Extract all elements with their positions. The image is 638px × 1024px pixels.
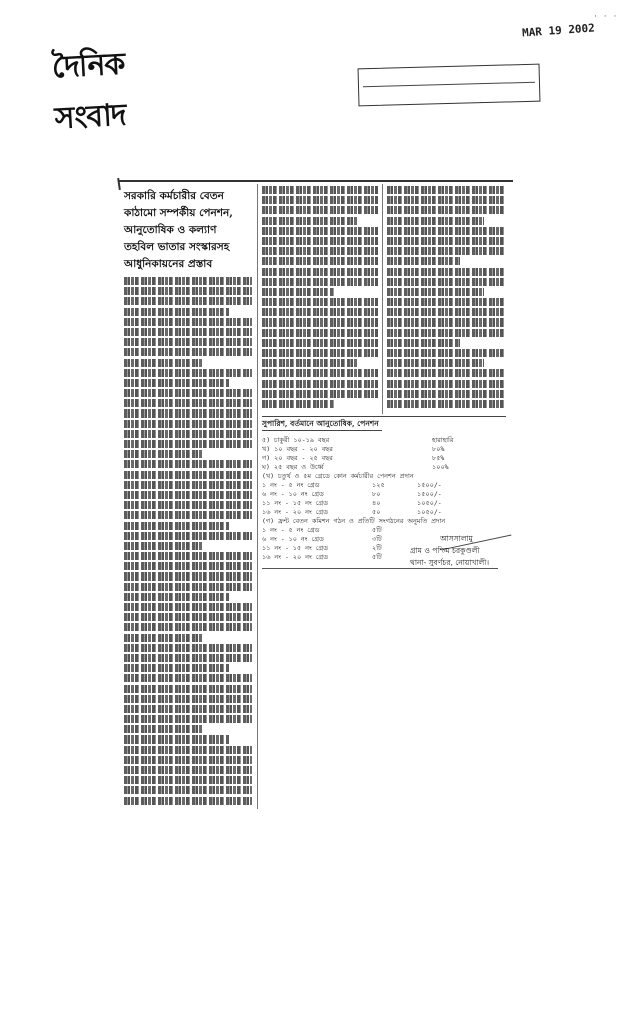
text-line <box>124 756 252 764</box>
column-rule <box>382 184 383 414</box>
text-line <box>124 644 252 652</box>
text-line <box>124 725 203 733</box>
text-line <box>124 766 252 774</box>
text-line <box>124 674 252 682</box>
text-line <box>124 338 252 346</box>
text-line <box>387 298 505 306</box>
text-line <box>387 329 505 337</box>
text-line <box>124 634 203 642</box>
text-line <box>124 735 229 743</box>
column-rule <box>257 184 258 809</box>
benefit-row <box>262 445 502 454</box>
table-cell: ৮০% <box>432 445 445 453</box>
text-line <box>124 532 252 540</box>
table-cell: ১৫০০/- <box>417 490 442 498</box>
table-note <box>262 472 502 481</box>
text-line <box>262 196 378 204</box>
text-line <box>124 705 252 713</box>
text-line <box>124 664 229 672</box>
text-line <box>124 501 252 509</box>
text-line <box>387 247 505 255</box>
table-cell: ঘ) ২৫ বছর ও উর্ধ্বে <box>262 463 324 471</box>
text-line <box>124 359 203 367</box>
text-line <box>387 288 484 296</box>
stamp-row <box>363 84 535 104</box>
table-cell: ১২৫ <box>372 481 385 489</box>
headline-line: সরকারি কর্মচারীর বেতন <box>124 190 224 202</box>
table-cell: ১৫০০/- <box>417 481 442 489</box>
text-line <box>387 400 505 408</box>
table-caption: সুপারিশ, বর্তমানে আনুতোষিক, পেনশন <box>262 419 379 428</box>
text-line <box>387 278 505 286</box>
table-cell: ১৬ নং - ২০ নং গ্রেড <box>262 508 329 516</box>
table-cell: ৩টি <box>372 535 382 543</box>
text-line <box>124 715 252 723</box>
table-cell: ১১ নং - ১৫ নং গ্রেড <box>262 499 328 507</box>
text-line <box>262 298 378 306</box>
text-line <box>262 329 378 337</box>
text-line <box>387 369 505 377</box>
text-line <box>124 420 252 428</box>
table-cell: হারাহারি <box>432 436 454 444</box>
text-line <box>387 217 484 225</box>
text-line <box>387 196 505 204</box>
table-cell: ১০৫০/- <box>417 508 442 516</box>
article-frame-top <box>118 180 513 182</box>
table-top-rule <box>262 416 506 417</box>
text-line <box>387 268 505 276</box>
text-line <box>124 348 252 356</box>
text-line <box>387 318 505 326</box>
table-cell: ৮০ <box>372 490 381 498</box>
text-line <box>262 257 378 265</box>
benefit-row <box>262 436 502 445</box>
table-cell: ১১ নং - ১৫ নং গ্রেড <box>262 544 328 552</box>
text-line <box>262 206 378 214</box>
text-line <box>262 318 378 326</box>
table-cell: গ) ২০ বছর - ২৫ বছর <box>262 454 333 462</box>
benefit-row <box>262 454 502 463</box>
text-line <box>387 186 505 194</box>
text-line <box>262 247 378 255</box>
text-line <box>124 297 252 305</box>
table-cell: ৫০ <box>372 508 381 516</box>
text-line <box>124 318 252 326</box>
headline-line: আনুতোষিক ও কল্যাণ <box>124 224 217 236</box>
text-line <box>124 328 252 336</box>
text-line <box>124 593 229 601</box>
article-end-rule <box>262 568 498 569</box>
text-line <box>387 257 460 265</box>
text-line <box>124 613 252 621</box>
text-line <box>387 227 505 235</box>
text-line <box>124 583 252 591</box>
text-line <box>124 379 229 387</box>
text-line <box>262 359 357 367</box>
article-column-1 <box>124 277 252 807</box>
text-line <box>124 491 252 499</box>
text-line <box>124 409 252 417</box>
text-line <box>124 511 252 519</box>
text-line <box>124 308 229 316</box>
text-line <box>262 217 357 225</box>
text-line <box>124 746 252 754</box>
text-line <box>262 237 378 245</box>
table-cell: খ) ১০ বছর - ২০ বছর <box>262 445 333 453</box>
benefit-row <box>262 463 502 472</box>
table-cell: ৫টি <box>372 553 382 561</box>
headline-line: আধুনিকায়নের প্রস্তাব <box>124 258 213 270</box>
date-stamp: MAR 19 2002 <box>521 21 596 40</box>
text-line <box>387 390 505 398</box>
text-line <box>262 268 378 276</box>
text-line <box>124 685 252 693</box>
text-line <box>124 776 252 784</box>
text-line <box>124 695 252 703</box>
clipping-reference-stamp <box>358 64 541 107</box>
text-line <box>124 460 252 468</box>
text-line <box>124 440 252 448</box>
text-line <box>262 349 378 357</box>
text-line <box>387 206 505 214</box>
text-line <box>124 797 252 805</box>
text-line <box>124 287 252 295</box>
text-line <box>124 522 229 530</box>
table-cell: (গ) ফ্রন্ট বেতন কমিশন গঠন ও প্রতিটি সংগঠনের অনুমতি প্রদান <box>262 517 446 525</box>
text-line <box>124 603 252 611</box>
text-line <box>262 278 378 286</box>
text-line <box>262 380 378 388</box>
table-cell: ১৬ নং - ২০ নং গ্রেড <box>262 553 329 561</box>
pay-scale-row <box>262 499 502 508</box>
text-line <box>124 369 252 377</box>
text-line <box>124 389 252 397</box>
text-line <box>124 552 252 560</box>
text-line <box>124 277 252 285</box>
text-line <box>124 786 252 794</box>
text-line <box>262 227 378 235</box>
text-line <box>262 339 378 347</box>
pay-scale-row <box>262 508 502 517</box>
text-line <box>387 308 505 316</box>
article-column-3 <box>387 186 505 416</box>
text-line <box>387 339 460 347</box>
text-line <box>262 390 378 398</box>
table-cell: ৬ নং - ১০ নং গ্রেড <box>262 490 324 498</box>
table-cell: (খ) চতুর্থ ও ৫ম গ্রেডে কোন কর্মচারীর পেনশন প্রদান <box>262 472 414 480</box>
text-line <box>124 450 203 458</box>
pay-scale-row <box>262 481 502 490</box>
corner-marks: · · · <box>594 12 619 22</box>
newspaper-masthead: দৈনিক সংবাদ <box>51 46 127 137</box>
text-line <box>124 572 252 580</box>
table-cell: ১০৫০/- <box>417 499 442 507</box>
headline-line: কাঠামো সম্পর্কীয় পেনশন, <box>124 207 233 219</box>
text-line <box>124 471 252 479</box>
table-cell: ২টি <box>372 544 382 552</box>
article-column-2 <box>262 186 378 416</box>
text-line <box>387 237 505 245</box>
table-cell: ৪০ <box>372 499 381 507</box>
signature-title: আসসালামু <box>440 534 473 543</box>
table-cell: ৫) চাকুরী ১০-১৯ বছর <box>262 436 330 444</box>
text-line <box>124 430 252 438</box>
table-cell: ৫টি <box>372 526 382 534</box>
text-line <box>124 542 203 550</box>
text-line <box>262 186 378 194</box>
signature-address-line-2: থানা- সুবর্ণচর, নোয়াখালী। <box>410 558 490 567</box>
text-line <box>124 481 252 489</box>
table-cell: ৬ নং - ১০ নং গ্রেড <box>262 535 324 543</box>
text-line <box>262 308 378 316</box>
table-cell: ৮৫% <box>432 454 445 462</box>
table-cell: ১ নং - ৫ নং গ্রেড <box>262 526 320 534</box>
text-line <box>124 399 252 407</box>
article-headline <box>124 188 256 273</box>
text-line <box>262 288 334 296</box>
text-line <box>262 400 334 408</box>
text-line <box>387 359 484 367</box>
headline-line: তহবিল ভাতার সংস্কারসহ <box>124 241 230 253</box>
text-line <box>124 654 252 662</box>
text-line <box>124 623 252 631</box>
signature-address-line-1: গ্রাম ও পশ্চিম চরকুণ্ডলী <box>410 546 480 555</box>
text-line <box>124 562 252 570</box>
table-cell: ১০০% <box>432 463 449 471</box>
text-line <box>387 349 505 357</box>
pay-scale-row <box>262 490 502 499</box>
table-cell: ১ নং - ৫ নং গ্রেড <box>262 481 320 489</box>
table-caption-rule <box>262 430 382 431</box>
text-line <box>262 369 378 377</box>
text-line <box>387 380 505 388</box>
